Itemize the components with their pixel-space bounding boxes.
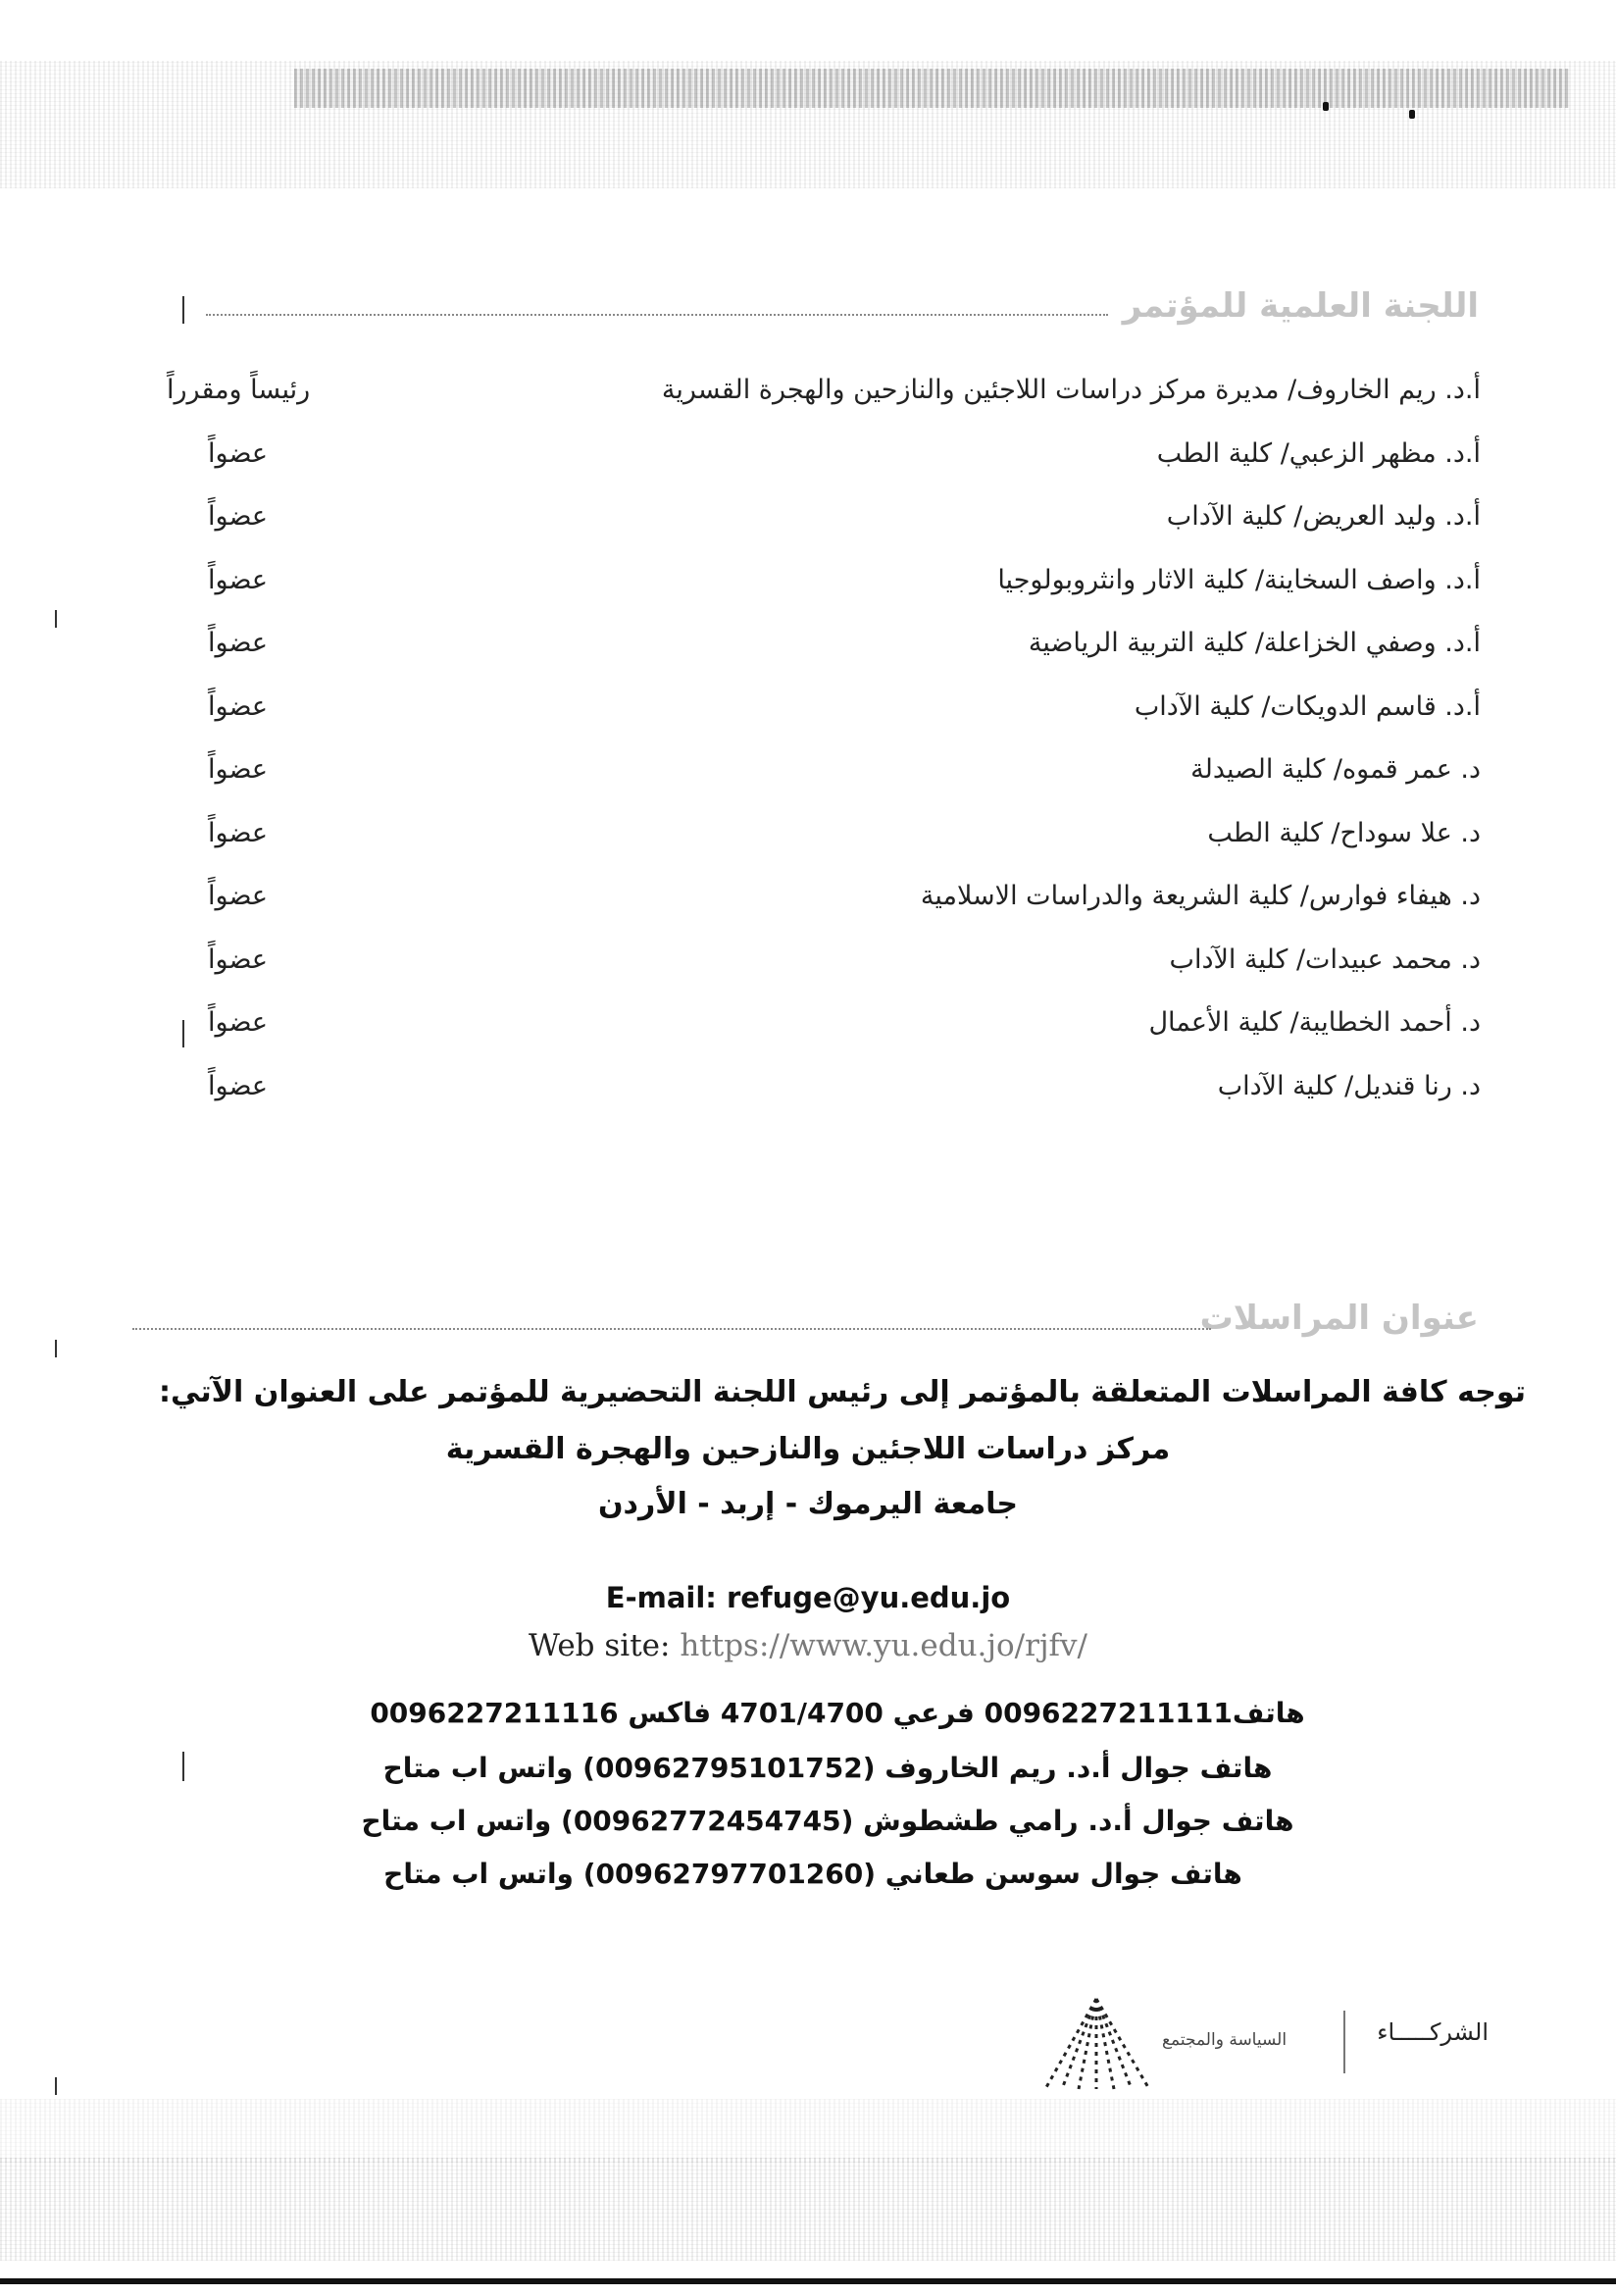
committee-member-row — [147, 881, 1481, 930]
member-role: عضواً — [208, 690, 268, 722]
margin-mark — [55, 1340, 57, 1357]
correspondence-intro: توجه كافة المراسلات المتعلقة بالمؤتمر إلى رئيس اللجنة التحضيرية للمؤتمر على العنوان الآتي: — [159, 1375, 1526, 1409]
member-role: عضواً — [208, 564, 268, 595]
scan-noise-bottom-light — [0, 2099, 1616, 2163]
partners-divider — [1343, 2011, 1345, 2073]
email-address[interactable]: E-mail: refuge@yu.edu.jo — [605, 1581, 1011, 1614]
member-name: د. عمر قموه/ كلية الصيدلة — [1190, 754, 1481, 785]
website-label: Web site: — [529, 1628, 671, 1663]
margin-mark — [182, 296, 184, 324]
partners-label: الشركـــــاء — [1377, 2018, 1489, 2046]
member-role: عضواً — [208, 628, 268, 658]
margin-mark — [55, 2077, 57, 2095]
committee-member-row — [147, 818, 1481, 867]
scan-noise-top-dark — [294, 69, 1569, 108]
member-role: عضواً — [208, 754, 268, 785]
scan-speck — [1409, 110, 1415, 119]
member-role: عضواً — [208, 881, 268, 911]
member-name: أ.د. ريم الخاروف/ مديرة مركز دراسات اللاجئين والنازحين والهجرة القسرية — [661, 375, 1481, 405]
website-line — [0, 1628, 1616, 1663]
committee-member-row — [147, 754, 1481, 803]
member-name: أ.د. وصفي الخزاعلة/ كلية التربية الرياضية — [1028, 628, 1481, 658]
committee-member-row — [147, 438, 1481, 487]
committee-member-row — [147, 565, 1481, 614]
scan-speck — [1323, 102, 1329, 111]
website-link[interactable]: https://www.yu.edu.jo/rjfv/ — [680, 1628, 1087, 1663]
member-name: د. هيفاء فوارس/ كلية الشريعة والدراسات الاسلامية — [920, 881, 1481, 911]
member-name: د. رنا قنديل/ كلية الآداب — [1217, 1070, 1481, 1101]
committee-member-row — [147, 628, 1481, 677]
center-name: مركز دراسات اللاجئين والنازحين والهجرة القسرية — [445, 1432, 1171, 1466]
member-name: أ.د. مظهر الزعبي/ كلية الطب — [1156, 437, 1481, 469]
member-role: عضواً — [208, 1070, 268, 1101]
partner-logo-text: السياسة والمجتمع — [1162, 2030, 1288, 2050]
margin-mark — [55, 610, 57, 628]
member-role: عضواً — [208, 817, 268, 848]
scan-noise-bottom — [0, 2158, 1616, 2261]
phone-line-tashtoush: هاتف جوال أ.د. رامي طشطوش (00962772454745) واتس اب متاح — [361, 1805, 1294, 1837]
committee-heading-rule — [206, 314, 1108, 316]
member-role: عضواً — [208, 501, 268, 532]
member-name: د. محمد عبيدات/ كلية الآداب — [1169, 944, 1481, 975]
committee-member-row — [147, 1071, 1481, 1120]
partner-logo-icon — [1037, 1991, 1155, 2099]
committee-member-row — [147, 944, 1481, 994]
member-role: عضواً — [208, 1007, 268, 1038]
phone-line-kharouf: هاتف جوال أ.د. ريم الخاروف (00962795101752) واتس اب متاح — [382, 1752, 1273, 1784]
committee-member-row — [147, 691, 1481, 740]
committee-member-row — [147, 375, 1481, 424]
committee-member-row — [147, 501, 1481, 550]
member-name: أ.د. واصف السخاينة/ كلية الاثار وانثروبولوجيا — [997, 564, 1481, 595]
correspondence-heading: عنوان المراسلات — [1199, 1299, 1479, 1338]
member-role: رئيساً ومقرراً — [167, 375, 311, 405]
member-name: د. علا سوداح/ كلية الطب — [1207, 817, 1481, 848]
correspondence-heading-rule — [132, 1328, 1211, 1330]
member-role: عضواً — [208, 437, 268, 469]
phone-line-taani: هاتف جوال سوسن طعاني (00962797701260) واتس اب متاح — [383, 1858, 1242, 1890]
member-name: أ.د. وليد العريض/ كلية الآداب — [1166, 501, 1481, 532]
member-name: د. أحمد الخطايبة/ كلية الأعمال — [1148, 1007, 1481, 1038]
member-name: أ.د. قاسم الدويكات/ كلية الآداب — [1134, 690, 1481, 722]
bottom-edge-rule — [0, 2278, 1616, 2284]
committee-heading: اللجنة العلمية للمؤتمر — [1122, 286, 1479, 326]
university-address: جامعة اليرموك - إربد - الأردن — [597, 1487, 1019, 1521]
phone-line-main: هاتف0096227211111 فرعي 4701/4700 فاكس 0096227211116 — [370, 1697, 1305, 1729]
member-role: عضواً — [208, 944, 268, 975]
committee-member-row — [147, 1007, 1481, 1056]
